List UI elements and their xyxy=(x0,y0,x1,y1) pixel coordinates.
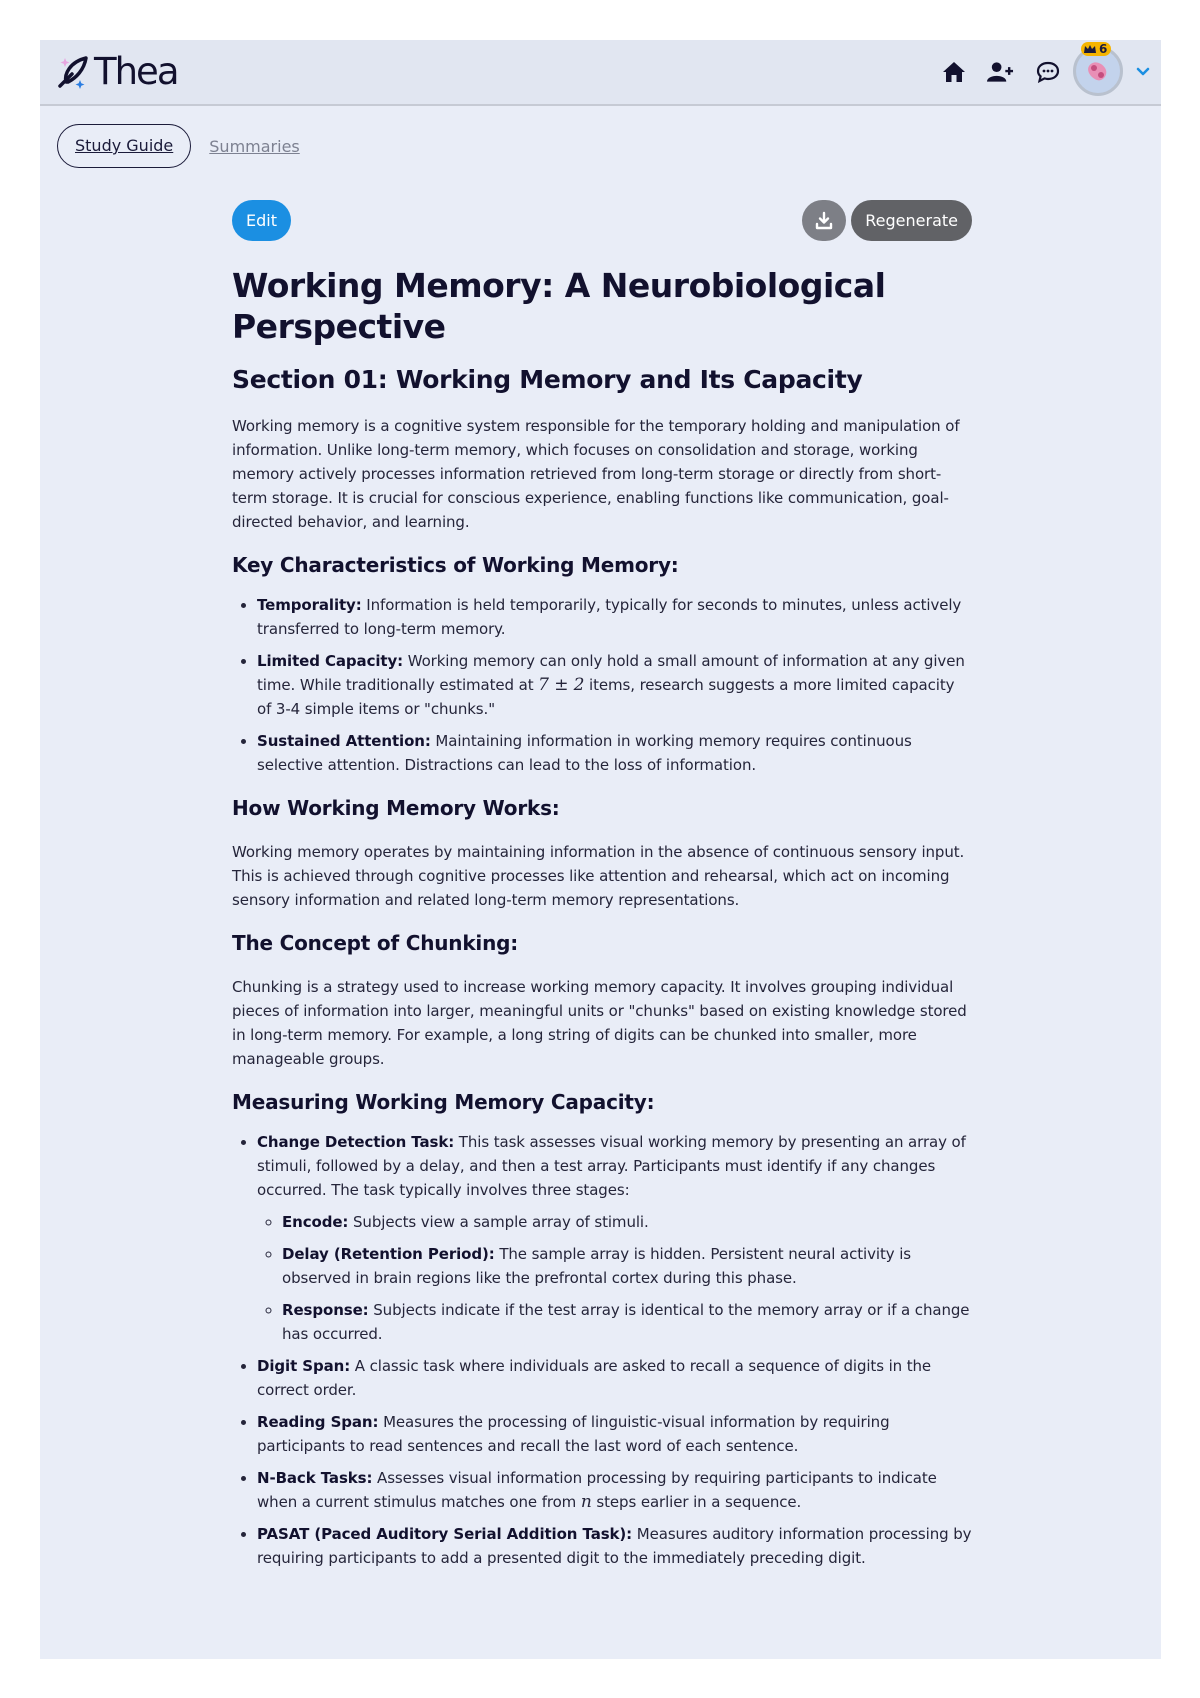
list-item xyxy=(257,593,972,641)
top-navbar xyxy=(40,40,1161,106)
list-item-text: A classic task where individuals are asked to recall a sequence of digits in the correct order. xyxy=(257,1357,932,1399)
list-item-text: This task assesses visual working memory by presenting an array of stimuli, followed by a delay, and then a test array. Participants must identify if any changes occurred. The task typically involves three stages: xyxy=(257,1133,966,1199)
user-avatar-menu[interactable] xyxy=(1073,42,1127,100)
document-toolbar xyxy=(232,200,972,242)
list-item-text: Subjects view a sample array of stimuli. xyxy=(348,1213,649,1231)
level-badge xyxy=(1081,42,1111,56)
list-item xyxy=(282,1298,972,1346)
chevron-down-icon[interactable] xyxy=(1135,64,1151,80)
list-item-text: Information is held temporarily, typically for seconds to minutes, unless actively transferred to long-term memory. xyxy=(257,596,962,638)
add-user-icon[interactable] xyxy=(987,58,1014,85)
stages-list xyxy=(257,1210,972,1346)
math-expression: n xyxy=(580,1492,592,1512)
measuring-list xyxy=(232,1130,972,1570)
regenerate-button[interactable]: Regenerate xyxy=(851,200,972,241)
term-label: Sustained Attention: xyxy=(257,732,431,750)
key-characteristics-heading: Key Characteristics of Working Memory: xyxy=(232,553,679,577)
term-label: N-Back Tasks: xyxy=(257,1469,373,1487)
list-item-text: steps earlier in a sequence. xyxy=(591,1493,802,1511)
list-item xyxy=(257,1130,972,1346)
brand-name: Thea xyxy=(94,50,178,93)
brand-logo[interactable] xyxy=(56,50,178,94)
edit-button[interactable]: Edit xyxy=(232,200,291,241)
document-title: Working Memory: A Neurobiological Perspective xyxy=(232,266,886,346)
intro-paragraph: Working memory is a cognitive system responsible for the temporary holding and manipulation of information. Unlike long-term memory, which focuses on consolidation and storage, working memory actively processes information retrieved from long-term storage or directly from short-term storage. It is crucial for conscious experience, enabling functions like communication, goal-directed behavior, and learning. xyxy=(232,417,960,531)
term-label: PASAT (Paced Auditory Serial Addition Task): xyxy=(257,1525,633,1543)
list-item-text: Subjects indicate if the test array is identical to the memory array or if a change has occurred. xyxy=(282,1301,970,1343)
rocket-logo-icon xyxy=(56,52,92,92)
term-label: Limited Capacity: xyxy=(257,652,404,670)
list-item-text: Working memory can only hold a small amount of information at any given time. While traditionally estimated at xyxy=(257,652,965,694)
math-expression: 7 ± 2 xyxy=(538,675,585,695)
list-item-text: Maintaining information in working memory requires continuous selective attention. Distractions can lead to the loss of information. xyxy=(257,732,912,774)
list-item xyxy=(257,1466,972,1514)
list-item xyxy=(257,1354,972,1402)
chat-icon[interactable] xyxy=(1034,58,1061,85)
crown-icon xyxy=(1083,44,1097,54)
list-item xyxy=(257,729,972,777)
list-item-text: The sample array is hidden. Persistent neural activity is observed in brain regions like the prefrontal cortex during this phase. xyxy=(282,1245,911,1287)
app-window xyxy=(40,40,1161,1659)
study-guide-content xyxy=(232,200,972,1578)
term-label: Temporality: xyxy=(257,596,362,614)
badge-count: 6 xyxy=(1099,42,1108,56)
term-label: Change Detection Task: xyxy=(257,1133,455,1151)
tab-summaries[interactable]: Summaries xyxy=(209,136,300,156)
term-label: Response: xyxy=(282,1301,369,1319)
term-label: Digit Span: xyxy=(257,1357,351,1375)
view-tabs xyxy=(57,124,300,168)
list-item-text: Measures auditory information processing by requiring participants to add a presented digit to the immediately preceding digit. xyxy=(257,1525,972,1567)
list-item-text: items, research suggests a more limited capacity of 3-4 simple items or "chunks." xyxy=(257,676,955,718)
list-item xyxy=(257,649,972,721)
download-button[interactable] xyxy=(802,200,846,241)
measuring-heading: Measuring Working Memory Capacity: xyxy=(232,1090,655,1114)
list-item-text: Measures the processing of linguistic-visual information by requiring participants to read sentences and recall the last word of each sentence. xyxy=(257,1413,890,1455)
list-item-text: Assesses visual information processing by requiring participants to indicate when a current stimulus matches one from xyxy=(257,1469,937,1511)
key-characteristics-list xyxy=(232,593,972,777)
tab-study-guide[interactable]: Study Guide xyxy=(57,124,191,168)
list-item xyxy=(257,1522,972,1570)
list-item xyxy=(282,1242,972,1290)
list-item xyxy=(282,1210,972,1234)
term-label: Reading Span: xyxy=(257,1413,379,1431)
download-icon xyxy=(814,211,834,231)
section-heading: Section 01: Working Memory and Its Capacity xyxy=(232,365,863,394)
how-it-works-heading: How Working Memory Works: xyxy=(232,796,560,820)
nav-icons xyxy=(940,58,1061,85)
term-label: Delay (Retention Period): xyxy=(282,1245,495,1263)
home-icon[interactable] xyxy=(940,58,967,85)
list-item xyxy=(257,1410,972,1458)
term-label: Encode: xyxy=(282,1213,349,1231)
chunking-heading: The Concept of Chunking: xyxy=(232,931,519,955)
chunking-paragraph: Chunking is a strategy used to increase working memory capacity. It involves grouping individual pieces of information into larger, meaningful units or "chunks" based on existing knowledge stored in long-term memory. For example, a long string of digits can be chunked into smaller, more manageable groups. xyxy=(232,978,967,1068)
how-it-works-paragraph: Working memory operates by maintaining information in the absence of continuous sensory input. This is achieved through cognitive processes like attention and rehearsal, which act on incoming sensory information and related long-term memory representations. xyxy=(232,843,965,909)
